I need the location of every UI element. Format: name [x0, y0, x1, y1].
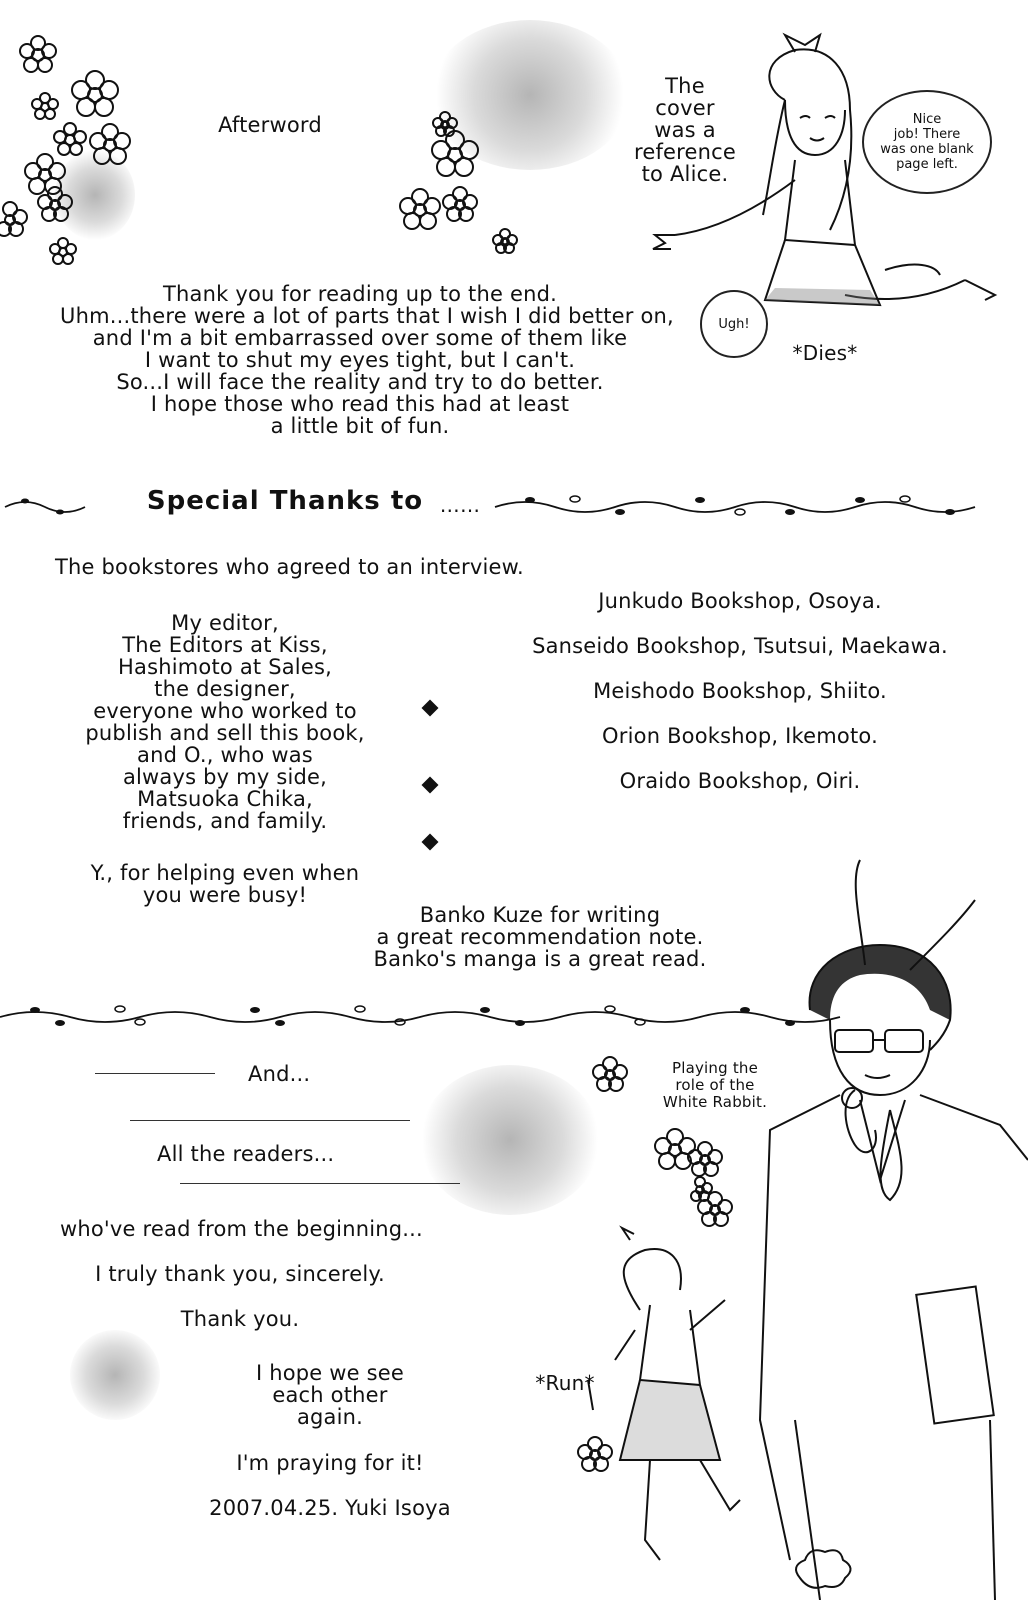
flower-cluster-top-middle — [395, 110, 535, 260]
afterword-line: So...I will face the reality and try to do better. — [116, 370, 604, 394]
dies-caption: *Dies* — [792, 341, 858, 365]
hope-line: each other — [272, 1383, 388, 1407]
closing-thank-you: Thank you. — [180, 1307, 300, 1331]
bubble-ugh-text: Ugh! — [718, 316, 750, 332]
closing-thank-sincerely: I truly thank you, sincerely. — [95, 1262, 385, 1286]
rule-line — [95, 1073, 215, 1074]
bookstore-item: Sanseido Bookshop, Tsutsui, Maekawa. — [532, 634, 948, 658]
bookstore-item: Junkudo Bookshop, Osoya. — [598, 589, 882, 613]
rule-line — [130, 1120, 410, 1121]
bookstores-intro: The bookstores who agreed to an interview. — [55, 555, 524, 579]
thanks-y-note — [80, 862, 370, 906]
speech-bubble-nice-job — [862, 90, 992, 194]
closing-and: And... — [248, 1062, 311, 1086]
cover-note-line: was a — [654, 118, 716, 142]
thanks-line: Y., for helping even when — [90, 861, 360, 885]
cover-note-line: reference — [633, 140, 737, 164]
closing-hope — [235, 1362, 425, 1428]
cover-note-line: cover — [655, 96, 715, 120]
rule-line — [180, 1183, 460, 1184]
thanks-line: Hashimoto at Sales, — [118, 655, 332, 679]
thanks-line: the designer, — [154, 677, 296, 701]
thanks-line: The Editors at Kiss, — [122, 633, 328, 657]
hope-line: I hope we see — [255, 1361, 405, 1385]
thanks-line: Matsuoka Chika, — [137, 787, 313, 811]
banko-line: a great recommendation note. — [376, 925, 704, 949]
thanks-line: My editor, — [171, 611, 279, 635]
diamond-ornament — [422, 777, 439, 794]
afterword-line: a little bit of fun. — [270, 414, 450, 438]
thanks-line: you were busy! — [142, 883, 308, 907]
closing-all-readers: All the readers... — [157, 1142, 335, 1166]
special-thanks-dots: …… — [439, 493, 481, 517]
bookstore-item: Orion Bookshop, Ikemoto. — [602, 724, 878, 748]
diamond-ornament — [422, 834, 439, 851]
afterword-line: I want to shut my eyes tight, but I can't. — [144, 348, 576, 372]
thanks-line: friends, and family. — [122, 809, 328, 833]
afterword-line: and I'm a bit embarrassed over some of them like — [92, 326, 628, 350]
rabbit-note-line: White Rabbit. — [662, 1093, 768, 1111]
white-rabbit-character-illustration — [590, 860, 1028, 1600]
bubble-line: page left. — [896, 157, 958, 172]
rabbit-note-line: role of the — [675, 1076, 755, 1094]
afterword-line: Thank you for reading up to the end. — [162, 282, 558, 306]
thanks-line: and O., who was — [137, 743, 313, 767]
diamond-ornament — [422, 700, 439, 717]
screentone-blot — [420, 1065, 600, 1215]
thanks-list-left — [80, 612, 370, 832]
hope-line: again. — [296, 1405, 364, 1429]
closing-signature: 2007.04.25. Yuki Isoya — [209, 1496, 451, 1520]
banko-line: Banko's manga is a great read. — [373, 947, 707, 971]
bookstore-item: Meishodo Bookshop, Shiito. — [593, 679, 887, 703]
banko-line: Banko Kuze for writing — [419, 903, 661, 927]
cover-note-line: to Alice. — [641, 162, 729, 186]
screentone-blot — [70, 1330, 160, 1420]
closing-from-beginning: who've read from the beginning... — [60, 1217, 423, 1241]
run-caption: *Run* — [535, 1371, 595, 1395]
bubble-line: Nice — [912, 112, 942, 127]
afterword-line: Uhm...there were a lot of parts that I wish I did better on, — [60, 304, 674, 328]
flower-cluster-top-left — [0, 15, 140, 275]
bookstore-item: Oraido Bookshop, Oiri. — [619, 769, 861, 793]
thanks-line: publish and sell this book, — [85, 721, 365, 745]
bubble-line: was one blank — [880, 142, 974, 157]
thanks-line: everyone who worked to — [93, 699, 357, 723]
afterword-heading: Afterword — [218, 113, 322, 137]
thanks-line: always by my side, — [122, 765, 328, 789]
special-thanks-heading: Special Thanks to — [146, 486, 424, 516]
speech-bubble-ugh — [700, 290, 768, 358]
afterword-body — [60, 282, 674, 438]
closing-praying: I'm praying for it! — [236, 1451, 424, 1475]
afterword-line: I hope those who read this had at least — [150, 392, 570, 416]
alice-character-illustration — [645, 30, 1015, 360]
rabbit-note-line: Playing the — [671, 1059, 759, 1077]
bubble-line: job! There — [893, 127, 961, 142]
cover-note-line: The — [665, 74, 705, 98]
